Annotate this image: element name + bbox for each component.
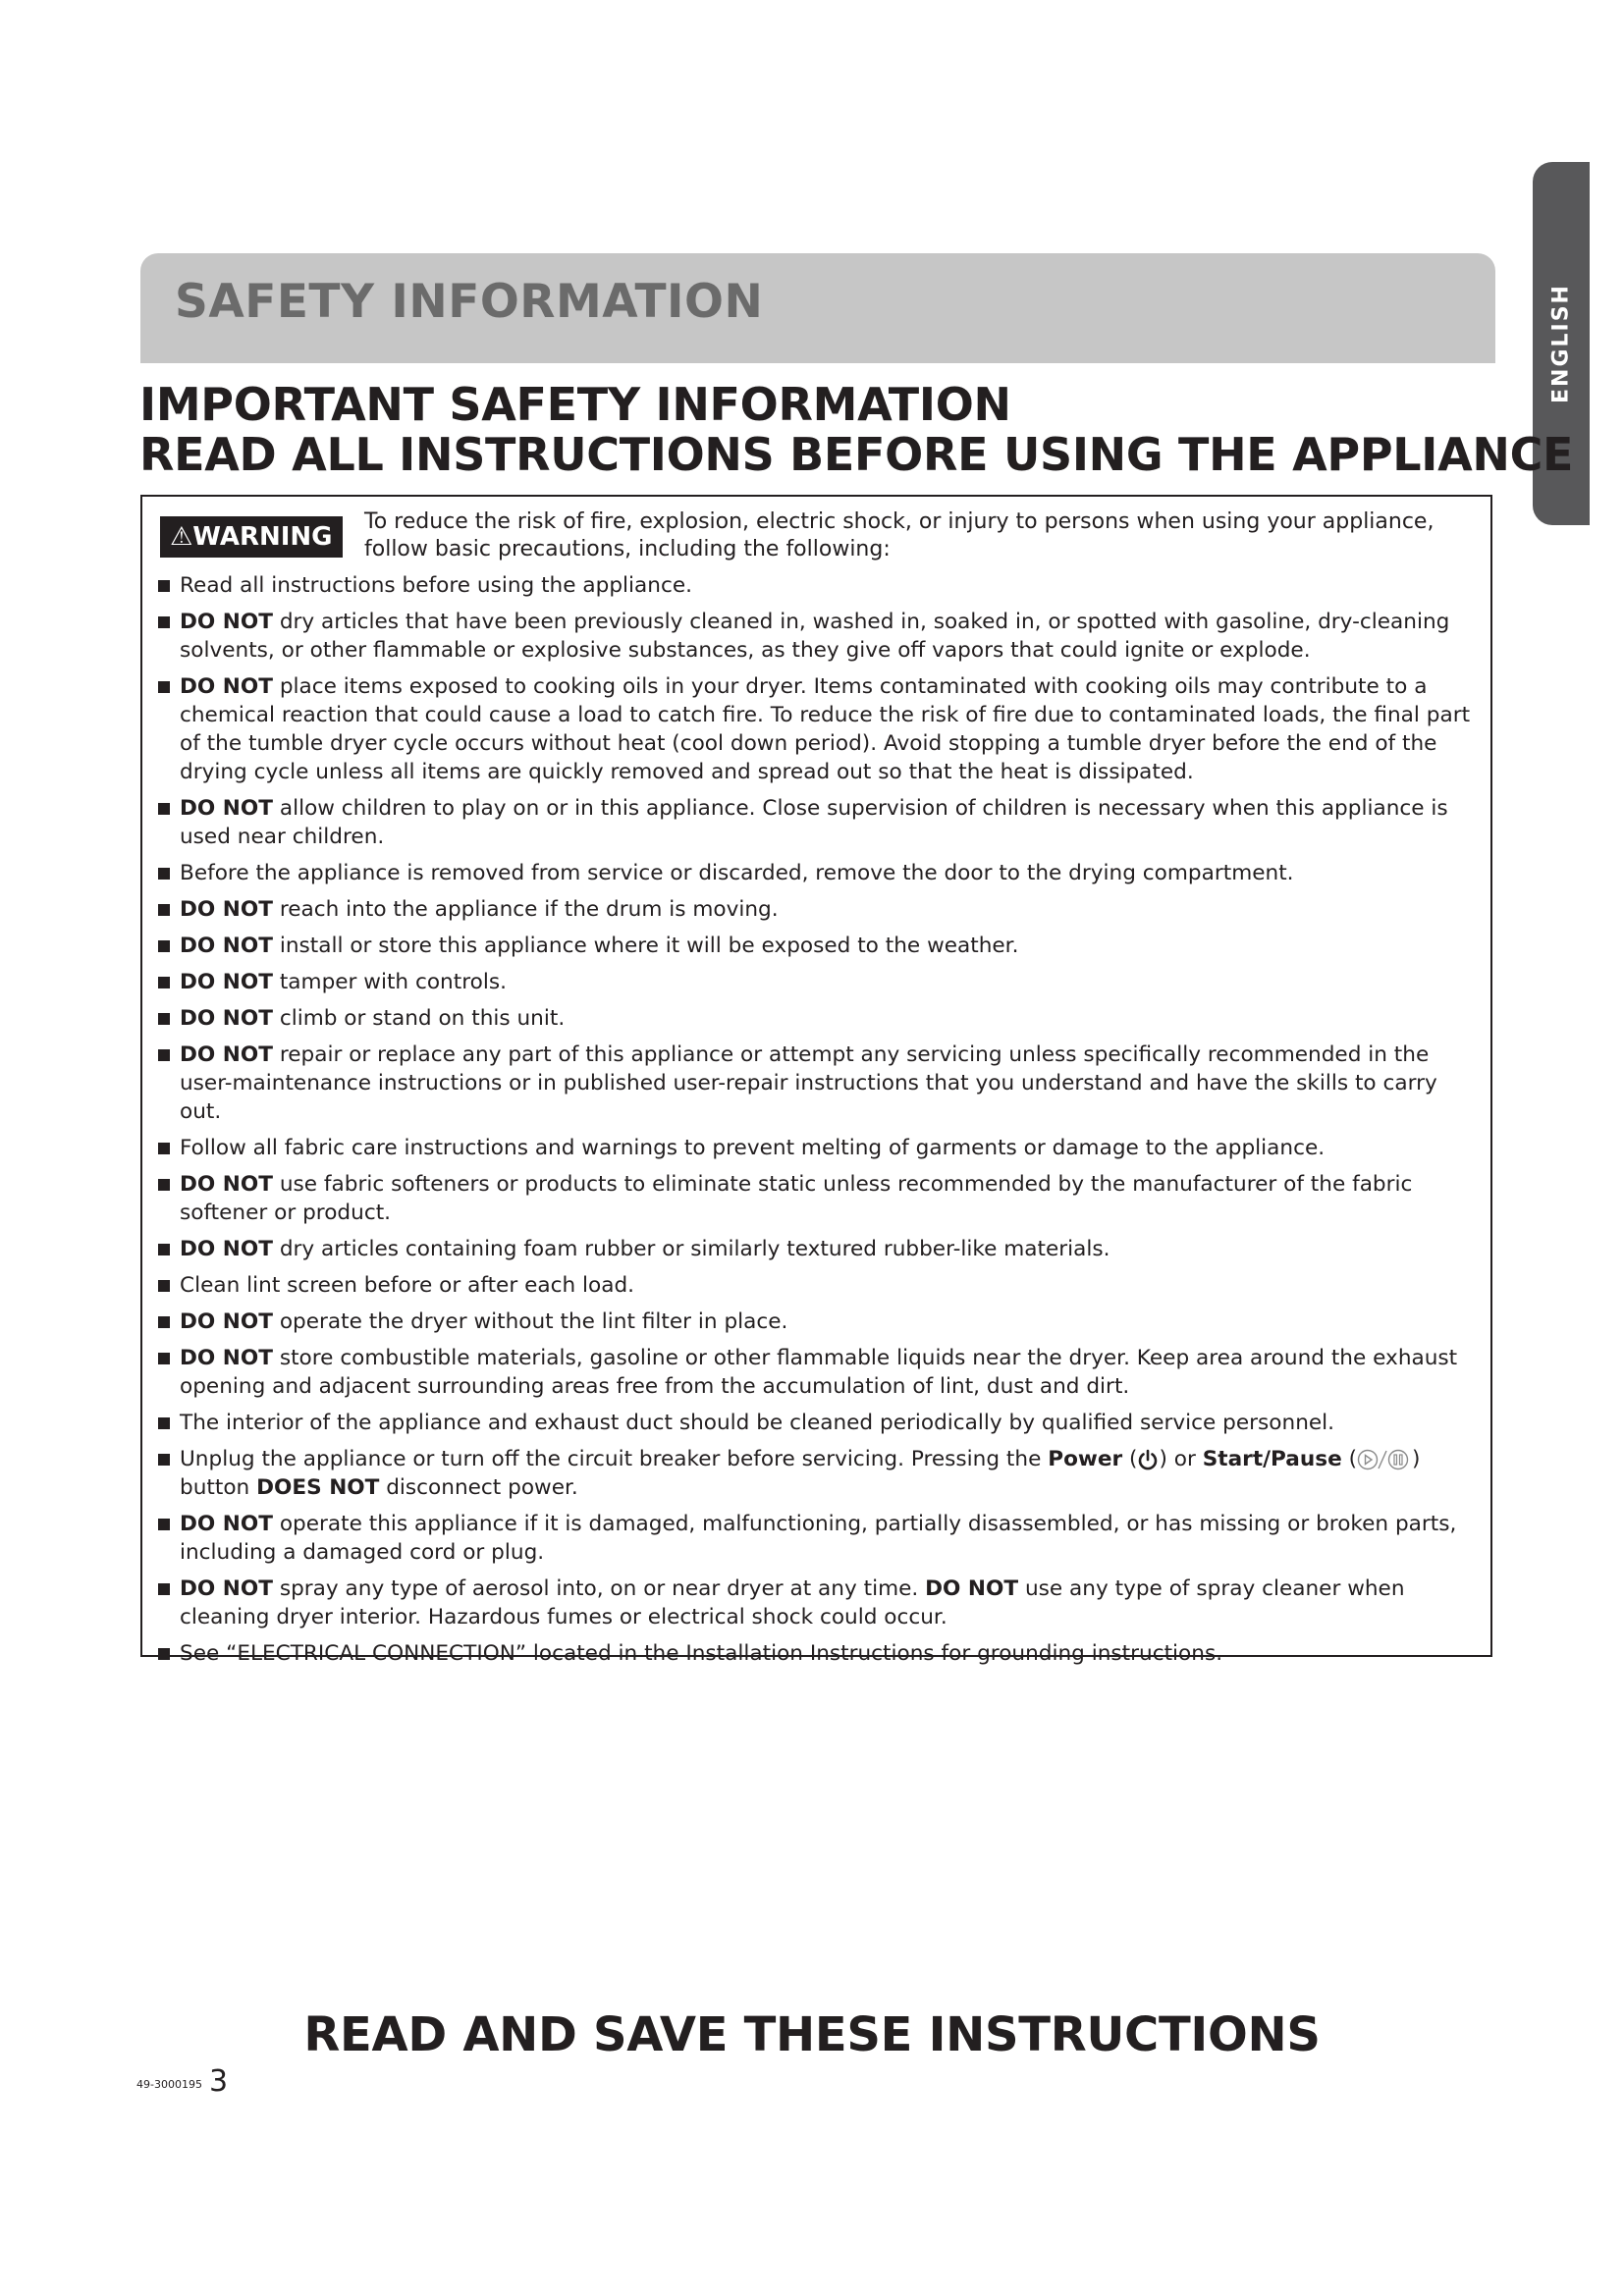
bullet-icon bbox=[158, 1280, 170, 1292]
list-item: DO NOT operate the dryer without the lint filter in place. bbox=[158, 1308, 1479, 1336]
bullet-icon bbox=[158, 1049, 170, 1061]
bullet-icon bbox=[158, 681, 170, 693]
bullet-icon bbox=[158, 1179, 170, 1191]
list-item: DO NOT place items exposed to cooking oils in your dryer. Items contaminated with cooking oils may contribute to a chemical reaction that could cause a load to catch fire. To reduce the risk of fire due to contaminated loads, the final part of the tumble dryer cycle occurs without heat (cool down period). Avoid stopping a tumble dryer before the end of the drying cycle unless all items are quickly removed and spread out so that the heat is dissipated. bbox=[158, 672, 1479, 786]
bullet-icon bbox=[158, 1417, 170, 1429]
warning-badge: ⚠WARNING bbox=[160, 516, 343, 558]
bullet-icon bbox=[158, 1648, 170, 1660]
list-item: DO NOT allow children to play on or in this appliance. Close supervision of children is necessary when this appliance is used near children. bbox=[158, 794, 1479, 851]
bullet-icon bbox=[158, 1013, 170, 1025]
list-item: Read all instructions before using the appliance. bbox=[158, 571, 1479, 600]
warning-box bbox=[140, 495, 1492, 1666]
bullet-icon bbox=[158, 977, 170, 988]
bullet-icon bbox=[158, 1583, 170, 1595]
list-item: DO NOT reach into the appliance if the drum is moving. bbox=[158, 895, 1479, 924]
bullet-icon bbox=[158, 1143, 170, 1154]
bullet-icon bbox=[158, 904, 170, 916]
list-item: DO NOT store combustible materials, gasoline or other flammable liquids near the dryer. Keep area around the exhaust opening and adjacent surrounding areas free from the accumulation of lint, dust and dirt. bbox=[158, 1344, 1479, 1401]
bullet-icon bbox=[158, 1316, 170, 1328]
list-item: DO NOT dry articles containing foam rubber or similarly textured rubber-like materials. bbox=[158, 1235, 1479, 1263]
warning-intro-text: To reduce the risk of fire, explosion, electric shock, or injury to persons when using your appliance, follow basic precautions, including the following: bbox=[364, 509, 1435, 561]
document-number: 49-3000195 bbox=[136, 2078, 202, 2091]
list-item: DO NOT tamper with controls. bbox=[158, 968, 1479, 996]
safety-list bbox=[158, 571, 1479, 1676]
bullet-icon bbox=[158, 803, 170, 815]
footer-title: READ AND SAVE THESE INSTRUCTIONS bbox=[303, 2007, 1321, 2062]
section-title: SAFETY INFORMATION bbox=[175, 275, 764, 329]
bullet-icon bbox=[158, 1519, 170, 1530]
list-item: Before the appliance is removed from service or discarded, remove the door to the drying compartment. bbox=[158, 859, 1479, 887]
list-item-spray: DO NOT spray any type of aerosol into, on or near dryer at any time. DO NOT use any type of spray cleaner when cleaning dryer interior. Hazardous fumes or electrical shock could occur. bbox=[158, 1575, 1479, 1631]
bullet-icon bbox=[158, 868, 170, 880]
section-header-bar bbox=[140, 253, 1495, 363]
bullet-icon bbox=[158, 940, 170, 952]
list-item: DO NOT use fabric softeners or products to eliminate static unless recommended by the manufacturer of the fabric softener or product. bbox=[158, 1170, 1479, 1227]
list-item: The interior of the appliance and exhaust duct should be cleaned periodically by qualified service personnel. bbox=[158, 1409, 1479, 1437]
list-item: DO NOT dry articles that have been previously cleaned in, washed in, soaked in, or spotted with gasoline, dry-cleaning solvents, or other flammable or explosive substances, as they give off vapors that could ignite or explode. bbox=[158, 608, 1479, 665]
language-label: ENGLISH bbox=[1548, 284, 1574, 403]
list-item: Follow all fabric care instructions and warnings to prevent melting of garments or damage to the appliance. bbox=[158, 1134, 1479, 1162]
bullet-icon bbox=[158, 616, 170, 628]
list-item: DO NOT install or store this appliance where it will be exposed to the weather. bbox=[158, 932, 1479, 960]
bullet-icon bbox=[158, 1454, 170, 1466]
list-item-electrical: See “ELECTRICAL CONNECTION” located in the Installation Instructions for grounding instructions. bbox=[158, 1639, 1479, 1668]
bullet-icon bbox=[158, 1353, 170, 1364]
list-item: DO NOT operate this appliance if it is damaged, malfunctioning, partially disassembled, or has missing or broken parts, including a damaged cord or plug. bbox=[158, 1510, 1479, 1567]
bullet-icon bbox=[158, 580, 170, 592]
list-item: DO NOT climb or stand on this unit. bbox=[158, 1004, 1479, 1033]
bullet-icon bbox=[158, 1244, 170, 1255]
power-icon bbox=[1137, 1449, 1159, 1470]
start-pause-icon bbox=[1357, 1448, 1412, 1471]
list-item-power: Unplug the appliance or turn off the circuit breaker before servicing. Pressing the Power ( ) or Start/Pause ( ) button DOES NOT disconnect power. bbox=[158, 1445, 1479, 1502]
list-item: Clean lint screen before or after each load. bbox=[158, 1271, 1479, 1300]
page-number: 3 bbox=[209, 2064, 229, 2099]
list-item: DO NOT repair or replace any part of this appliance or attempt any servicing unless specifically recommended in the user-maintenance instructions or in published user-repair instructions that you understand and have the skills to carry out. bbox=[158, 1041, 1479, 1126]
page-heading: IMPORTANT SAFETY INFORMATION bbox=[139, 378, 1011, 431]
page-subheading: READ ALL INSTRUCTIONS BEFORE USING THE APPLIANCE bbox=[139, 428, 1574, 481]
